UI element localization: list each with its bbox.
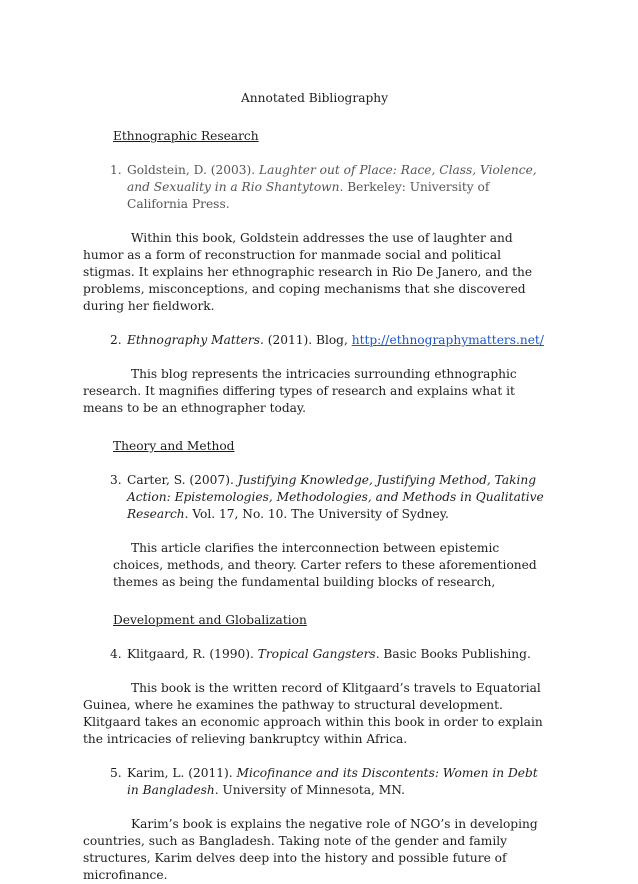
blog-link[interactable]: http://ethnographymatters.net/ — [351, 333, 544, 347]
citation-4 — [110, 646, 546, 663]
annotation-2: This blog represents the intricacies surrounding ethnographic research. It magnifies differing types of research and explains what it means to be an ethnographer today. — [83, 367, 517, 415]
citation-2 — [110, 332, 546, 349]
citation-text — [127, 646, 546, 663]
citation-publisher: . Basic Books Publishing. — [375, 647, 531, 661]
citation-number: 1. — [110, 163, 122, 177]
citation-text — [127, 472, 546, 523]
citation-author-year: Goldstein, D. (2003). — [127, 163, 259, 177]
citation-title: Justifying Knowledge, Justifying Method, Taking Action: Epistemologies, Methodologies, and Methods in Qualitative Research — [127, 473, 544, 521]
citation-text — [127, 332, 546, 349]
citation-author-year: Klitgaard, R. (1990). — [127, 647, 258, 661]
citation-number: 3. — [110, 473, 122, 487]
citation-title: Laughter out of Place: Race, Class, Violence, and Sexuality in a Rio Shantytown — [127, 163, 537, 194]
annotation-5: Karim’s book is explains the negative role of NGO’s in developing countries, such as Bangladesh. Taking note of the gender and family structures, Karim delves deep into the history and possible future of microfinance. — [83, 817, 538, 882]
citation-number: 4. — [110, 647, 122, 661]
citation-publisher: . University of Minnesota, MN. — [214, 783, 406, 797]
citation-author-year: Karim, L. (2011). — [127, 766, 237, 780]
section-heading-ethnographic-research: Ethnographic Research — [113, 129, 259, 143]
citation-publisher: . Vol. 17, No. 10. The University of Sydney. — [184, 507, 449, 521]
citation-5 — [110, 765, 546, 799]
citation-3 — [110, 472, 546, 523]
citation-number: 2. — [110, 333, 122, 347]
annotation-3: This article clarifies the interconnection between epistemic choices, methods, and theory. Carter refers to these aforementioned themes as being the fundamental building blocks of research, — [113, 541, 537, 589]
annotation-4: This book is the written record of Klitgaard’s travels to Equatorial Guinea, where he examines the pathway to structural development. Klitgaard takes an economic approach within this book in order to explain the intricacies of relieving bankruptcy within Africa. — [83, 681, 543, 746]
citation-title: Tropical Gangsters — [257, 647, 376, 661]
citation-number: 5. — [110, 766, 122, 780]
citation-title: Micofinance and its Discontents: Women in Debt in Bangladesh — [127, 766, 538, 797]
citation-text — [127, 162, 546, 213]
citation-publisher: . Berkeley: University of California Press. — [127, 180, 490, 211]
citation-title: Ethnography Matters. — [127, 333, 264, 347]
citation-author-year: Carter, S. (2007). — [127, 473, 238, 487]
section-heading-theory-and-method: Theory and Method — [113, 439, 235, 453]
citation-1 — [110, 162, 546, 213]
page-title: Annotated Bibliography — [240, 91, 388, 105]
section-heading-development-and-globalization: Development and Globalization — [113, 613, 307, 627]
citation-text — [127, 765, 546, 799]
annotation-1: Within this book, Goldstein addresses the use of laughter and humor as a form of reconstruction for manmade social and political stigmas. It explains her ethnographic research in Rio De Janero, and the problems, misconceptions, and coping mechanisms that she discovered during her fieldwork. — [83, 231, 533, 313]
citation-publisher: (2011). Blog, — [263, 333, 352, 347]
